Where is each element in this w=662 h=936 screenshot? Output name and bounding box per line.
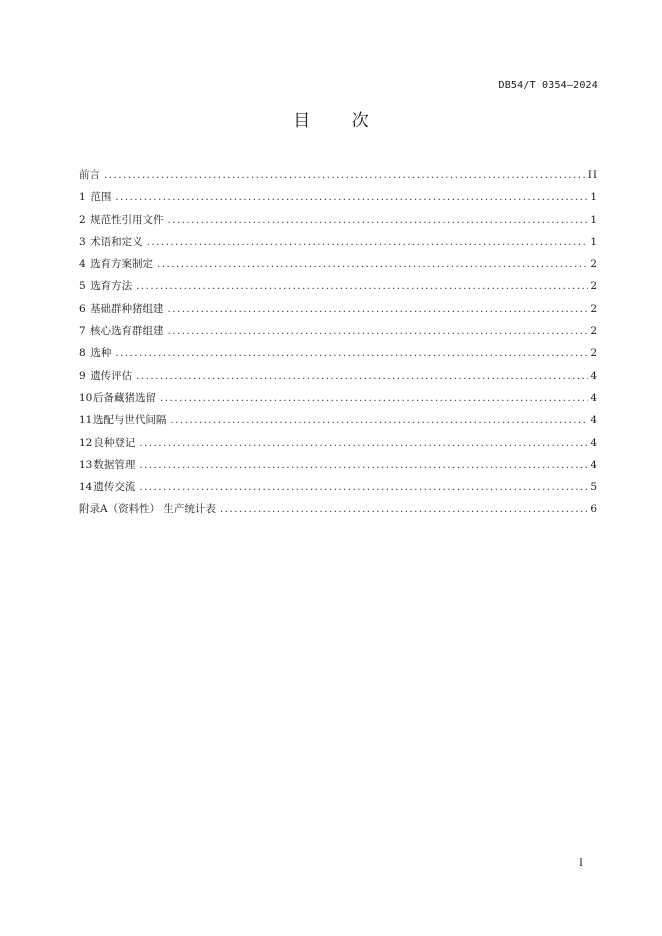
toc-entry[interactable] [79, 456, 598, 478]
page-title: 目 次 [293, 111, 369, 131]
toc-entry-page: 4 [590, 436, 598, 449]
toc-entry-page: 2 [590, 347, 598, 360]
dot-leader [104, 166, 586, 184]
toc-entry-number: 13 [79, 458, 93, 471]
toc-entry-number: 1 [79, 191, 86, 204]
toc-entry[interactable] [79, 434, 598, 456]
dot-leader [220, 500, 588, 518]
dot-leader [139, 478, 588, 496]
toc-entry-number: 10 [79, 391, 93, 404]
dot-leader [157, 255, 588, 273]
toc-entry-title: 选配与世代间隔 [92, 414, 167, 427]
toc-entry-title: 数据管理 [93, 458, 136, 471]
toc-entry-title: 核心选育群组建 [89, 325, 164, 338]
toc-entry-page: 6 [590, 503, 598, 516]
toc-entry-page: 2 [590, 280, 598, 293]
dot-leader [160, 389, 588, 407]
toc-entry[interactable] [79, 277, 598, 299]
toc-entry-title: 范围 [90, 191, 112, 204]
dot-leader [147, 233, 589, 251]
toc-entry-title: 遗传评估 [90, 369, 133, 382]
toc-entry-page: 2 [590, 258, 598, 271]
dot-leader [136, 277, 588, 295]
toc-entry-page: 5 [590, 481, 598, 494]
toc-entry[interactable] [79, 389, 598, 411]
toc-entry-number: 12 [79, 436, 93, 449]
toc-entry-title: 良种登记 [93, 436, 136, 449]
toc-entry-page: 4 [590, 369, 598, 382]
toc-entry-title: 术语和定义 [90, 235, 143, 248]
toc-entry[interactable] [79, 188, 598, 210]
dot-leader [139, 456, 588, 474]
toc-entry[interactable] [79, 233, 598, 255]
toc-entry-page: 4 [590, 414, 598, 427]
toc-entry[interactable] [79, 211, 598, 233]
toc-entry-number: 5 [79, 280, 86, 293]
toc-entry-page: 1 [590, 235, 598, 248]
toc-entry-title: 选育方法 [90, 280, 133, 293]
toc-entry-number: 4 [79, 258, 86, 271]
toc-entry-number: 3 [79, 235, 86, 248]
document-code: DB54/T 0354—2024 [498, 80, 598, 91]
toc-entry-number: 6 [79, 302, 86, 315]
toc-entry[interactable] [79, 344, 598, 366]
toc-entry-number: 9 [79, 369, 86, 382]
toc-entry-title: 选种 [90, 347, 112, 360]
toc-entry[interactable] [79, 166, 598, 188]
toc-entry-number: 11 [79, 414, 93, 427]
toc-entry-title: 前言 [79, 169, 100, 181]
toc-entry-number: 7 [79, 325, 86, 338]
dot-leader [167, 322, 588, 340]
page-number: I [579, 858, 583, 869]
toc-entry[interactable] [79, 322, 598, 344]
toc-entry-page: 4 [590, 458, 598, 471]
dot-leader [115, 344, 588, 362]
toc-entry-number: 2 [79, 213, 86, 226]
toc-entry[interactable] [79, 300, 598, 322]
dot-leader [167, 300, 588, 318]
toc-entry-title: 选育方案制定 [90, 258, 154, 271]
dot-leader [115, 188, 588, 206]
dot-leader [136, 367, 588, 385]
toc-entry-page: 4 [590, 391, 598, 404]
toc-entry-title: 基础群种猪组建 [89, 302, 164, 315]
toc-entry[interactable] [79, 255, 598, 277]
toc-entry-page: 1 [590, 191, 598, 204]
dot-leader [139, 434, 588, 452]
toc-entry-page: II [587, 169, 598, 181]
table-of-contents [79, 166, 598, 523]
dot-leader [167, 211, 588, 229]
toc-entry-title: 遗传交流 [93, 481, 136, 494]
toc-entry-title: 规范性引用文件 [89, 213, 164, 226]
toc-entry-title: 附录A（资料性） 生产统计表 [79, 503, 216, 516]
toc-entry[interactable] [79, 367, 598, 389]
toc-entry[interactable] [79, 411, 598, 433]
toc-entry-number: 8 [79, 347, 86, 360]
toc-entry[interactable] [79, 478, 598, 500]
toc-entry[interactable] [79, 500, 598, 522]
dot-leader [170, 411, 588, 429]
toc-entry-number: 14 [79, 481, 93, 494]
toc-entry-page: 1 [590, 213, 598, 226]
toc-entry-page: 2 [590, 302, 598, 315]
toc-entry-page: 2 [590, 325, 598, 338]
toc-entry-title: 后备藏猪选留 [93, 391, 157, 404]
